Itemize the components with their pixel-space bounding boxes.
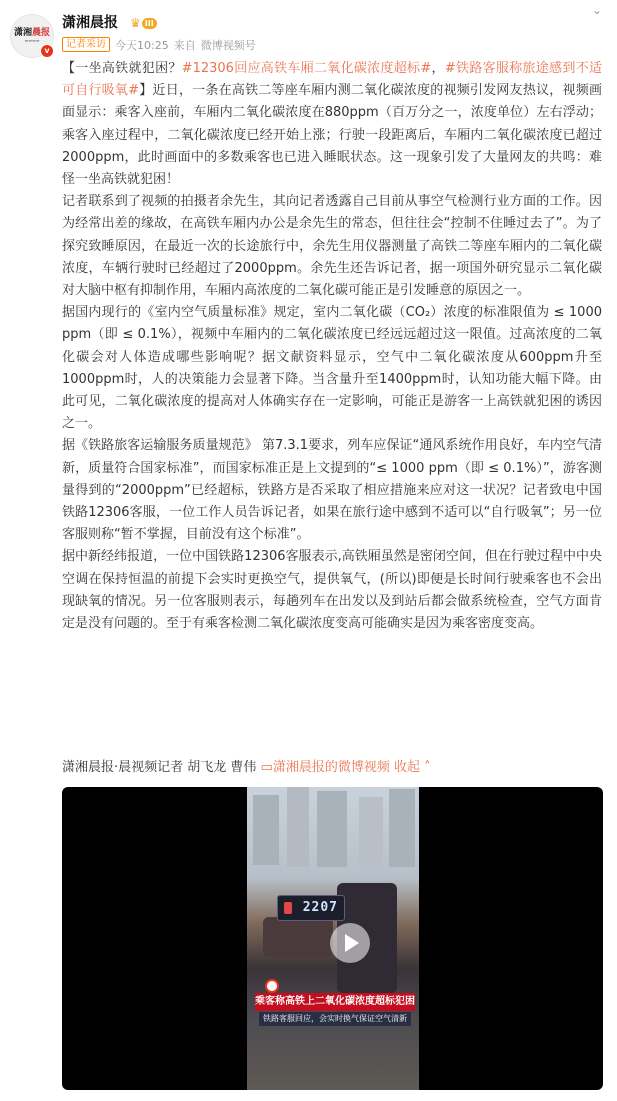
topic-link-1[interactable]: #12306回应高铁车厢二氧化碳浓度超标#: [181, 61, 432, 76]
vip-level: III: [142, 18, 157, 29]
co2-meter: [277, 895, 345, 921]
crown-icon: ♛: [130, 16, 141, 30]
post-source[interactable]: 微博视频号: [200, 38, 256, 52]
chevron-down-icon[interactable]: ⌄: [591, 3, 603, 17]
verified-icon: v: [40, 44, 54, 58]
byline: [62, 759, 431, 777]
play-icon[interactable]: [330, 923, 370, 963]
vip-badge[interactable]: [128, 16, 161, 30]
video-caption-sub: 铁路客服回应，会实时换气保证空气清新: [259, 1012, 411, 1026]
video-player[interactable]: [62, 787, 603, 1090]
video-caption-main: 乘客称高铁上二氧化碳浓度超标犯困: [255, 993, 415, 1011]
post-meta: [62, 37, 256, 52]
video-link-icon[interactable]: ▭: [260, 760, 273, 775]
topic-link-2[interactable]: #铁路客服称旅途感到不适可自行吸氧#: [62, 61, 602, 99]
post-time[interactable]: 今天10:25: [115, 38, 169, 52]
paragraph-3: 据国内现行的《室内空气质量标准》规定，室内二氧化碳（CO₂）浓度的标准限值为 ≤ 1000 ppm（即 ≤ 0.1%），视频中车厢内的二氧化碳浓度已经远远超过这一限值。过高浓度的二氧化碳会对人体造成哪些影响呢？据文献资料显示，空气中二氧化碳浓度从600ppm升至1000ppm时，人的决策能力会显著下降。当含量升至1400ppm时，认知功能大幅下降。由此可见，二氧化碳浓度的提高对人体确实存在一定影响，可能正是游客一上高铁就犯困的诱因之一。: [62, 305, 602, 432]
channel-logo-icon: [265, 979, 279, 993]
paragraph-5: 据中新经纬报道，一位中国铁路12306客服表示,高铁厢虽然是密闭空间，但在行驶过程中中央空调在保持恒温的前提下会实时更换空气，提供氧气，(所以)即便是长时间行驶乘客也不会出现缺氧的情况。另一位客服则表示，每趟列车在出发以及到站后都会做系统检查，空气方面肯定是没有问题的。至于有乘客检测二氧化碳浓度变高可能确实是因为乘客密度变高。: [62, 549, 602, 632]
avatar-logo: 潇湘晨报: [13, 28, 51, 38]
video-source-link[interactable]: 潇湘晨报的微博视频: [272, 760, 390, 775]
chevron-up-icon: ˄: [420, 760, 431, 775]
co2-meter-value: 2207: [302, 900, 338, 915]
source-prefix: 来自: [173, 38, 196, 52]
byline-text: 潇湘晨报·晨视频记者 胡飞龙 曹伟: [62, 760, 261, 775]
paragraph-4: 据《铁路旅客运输服务质量规范》 第7.3.1要求，列车应保证“通风系统作用良好，车内空气清新，质量符合国家标准”，而国家标准正是上文提到的“≤ 1000 ppm（即 ≤ 0.1%）”，游客测量得到的“2000ppm”已经超标，铁路方是否采取了相应措施来应对这一状况？记者致电中国铁路12306客服，一位工作人员告诉记者，如果在旅行途中感到不适可以“自行吸氧”；另一位客服则称“暂不掌握，目前没有这个标准”。: [62, 438, 602, 543]
post-body: [62, 58, 602, 635]
post-tag[interactable]: 记者采访: [62, 37, 110, 52]
avatar-logo-sub: ▬▬▬▬: [24, 38, 40, 43]
collapse-link[interactable]: 收起 ˄: [393, 760, 431, 775]
paragraph-2: 记者联系到了视频的拍摄者余先生，其向记者透露自己目前从事空气检测行业方面的工作。因为经常出差的缘故，在高铁车厢内办公是余先生的常态，但往往会“控制不住睡过去了”。为了探究致睡原因，在最近一次的长途旅行中，余先生用仪器测量了高铁二等座车厢内的二氧化碳浓度，车辆行驶时已经超过了2000ppm。余先生还告诉记者，据一项国外研究显示二氧化碳对大脑中枢有抑制作用，车厢内高浓度的二氧化碳可能正是引发睡意的原因之一。: [62, 194, 602, 299]
paragraph-1: 【一坐高铁就犯困？#12306回应高铁车厢二氧化碳浓度超标#，#铁路客服称旅途感到不适可自行吸氧#】近日，一条在高铁二等座车厢内测二氧化碳浓度的视频引发网友热议，视频画面显示：乘客入座前，车厢内二氧化碳浓度在880ppm（百万分之一，浓度单位）左右浮动；乘客入座过程中，二氧化碳浓度已经开始上涨；行驶一段距离后，车厢内二氧化碳浓度已超过2000ppm，此时画面中的多数乘客也已进入睡眠状态。这一现象引发了大量网友的共鸣：难怪一坐高铁就犯困！: [62, 61, 602, 188]
author-name[interactable]: 潇湘晨报: [62, 15, 118, 31]
